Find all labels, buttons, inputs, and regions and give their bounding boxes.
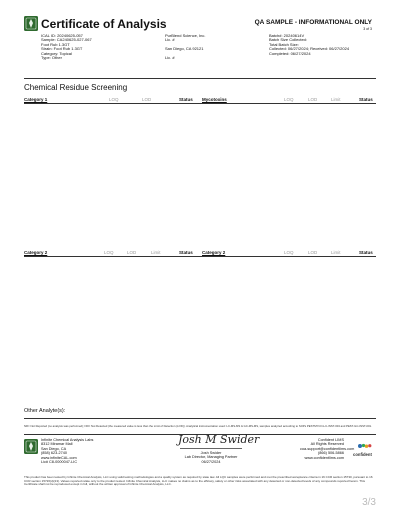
table2-col-limit-right: Limit [331, 250, 341, 255]
lab-logo-icon [24, 16, 38, 31]
signer-line: 06/27/2024 [201, 459, 221, 464]
signer-line: Lab Director, Managing Partner [184, 455, 238, 460]
batch-info-line: Completed: 06/27/2024 [269, 50, 311, 56]
table2-col-lod: LOD [127, 250, 137, 255]
page-title: Certificate of Analysis [41, 17, 167, 31]
qa-sample-label: QA SAMPLE - INFORMATIONAL ONLY [254, 19, 372, 26]
lab-address-line: Infinite Chemical Analysis Labs [41, 438, 94, 442]
table2-col-loq-right: LOQ [284, 250, 294, 255]
table1-col-category: Category 1 [24, 97, 48, 102]
page-count: 3 of 3 [363, 27, 372, 31]
lab-address-line: Lic# C8-0000047-LIC [41, 460, 78, 465]
confident-website[interactable]: www.confidentlims.com [304, 455, 344, 460]
section-title: Chemical Residue Screening [24, 83, 128, 92]
table2-col-lod-right: LOD [308, 250, 318, 255]
table1-header-rule [24, 103, 376, 104]
confident-line: (866) 506-5866 [318, 451, 344, 456]
signature: Josh M Swider [178, 433, 260, 446]
table1-col-status-right: Status [359, 97, 373, 102]
header-divider [24, 78, 376, 79]
lab-address-line: (858) 623-2740 [41, 451, 67, 456]
sample-info [41, 34, 92, 60]
other-divider [24, 418, 376, 419]
signature-line [180, 448, 242, 449]
table2-col-limit: Limit [151, 250, 161, 255]
signer-block [180, 451, 242, 464]
table2-col-category-right: Category 2 [202, 250, 226, 255]
confident-line: All Rights Reserved [310, 442, 344, 447]
sample-info-line: Type: Other [41, 55, 62, 61]
table1-col-limit-right: Limit [331, 97, 341, 102]
other-analytes-title: Other Analyte(s): [24, 408, 66, 414]
lab-address-line: www.infiniteCAL.com [41, 455, 77, 460]
confident-info [300, 438, 355, 460]
signer-line: Josh Swider [200, 451, 222, 455]
client-info-line: San Diego, CA 92121 [165, 46, 204, 52]
sample-info-line: ICAL ID: 20240625-057 [41, 33, 83, 38]
page-number: 3/3 [362, 497, 376, 508]
table1-col-lod-right: LOD [308, 97, 318, 102]
table1-col-mycotoxins: Mycotoxins [202, 97, 227, 102]
lab-address-line: 8312 Miramar Mall [41, 442, 73, 447]
batch-info-line: Batch#: 20240614V [269, 33, 305, 38]
client-info-line: PurBlend Science, Inc. [165, 33, 206, 38]
table2-col-status: Status [179, 250, 193, 255]
batch-info [269, 34, 349, 56]
confident-line: Confident LIMS [317, 438, 344, 442]
disclaimer: This product has been tested by Infinite Chemical Analysis, LLC using valid testing methodologies and a quality system as required by state law. All LQC samples were performed and met the prescribed acceptance criteria in 16 CCR section 15730, pursuant to 16 CCR section 15726(d)(13). Values reported relate only to the product tested. Infinite Chemical Analysis, LLC makes no claims as to the efficacy, safety or other risks associated with any detected or non-detected levels of any compounds reported herein. This Certificate shall not be reproduced except in full, without the written approval of Infinite Chemical Analysis, LLC. [24, 475, 373, 487]
sample-info-line: Strain: Foot Rub 1.3GT [41, 46, 83, 52]
lab-logo-footer-icon [24, 439, 38, 454]
table1-col-loq: LOQ [109, 97, 119, 102]
confident-email[interactable]: coa-support@confidentlims.com [300, 446, 355, 451]
table2-header-rule [24, 256, 376, 257]
sample-info-line: Foot Rub 1.3GT [41, 41, 70, 47]
batch-info-line: Collected: 06/27/2024; Received: 06/27/2024 [269, 46, 350, 52]
batch-info-line: Total Batch Size: [269, 41, 299, 47]
table2-col-status-right: Status [359, 250, 373, 255]
table1-col-lod: LOD [142, 97, 152, 102]
client-info [165, 34, 205, 60]
lab-address [41, 438, 93, 464]
sample-info-line: Sample: CA240625-027-067 [41, 37, 92, 43]
footnote: NR= Not Reported (no analysis was performed); ND= Not Detected (the measured value is less than the Limit of Detection (LOD)). Analytical instrumentation used: LC-MS-MS & GC-MS-MS, samples analyzed according to SOPs PESTMYCO-LC-INST-004 and PEST-GC-INST-001. [24, 424, 372, 428]
confident-logo-text: confident [353, 452, 372, 457]
table2-col-category: Category 2 [24, 250, 48, 255]
sample-info-line: Category: Topical [41, 50, 72, 56]
batch-info-line: Batch Size Collected: [269, 37, 308, 43]
lab-address-line: San Diego, CA [41, 446, 67, 451]
table1-col-loq-right: LOQ [284, 97, 294, 102]
table1-col-status: Status [179, 97, 193, 102]
table2-col-loq: LOQ [104, 250, 114, 255]
client-info-line: Lic. # [165, 37, 175, 43]
client-info-line: Lic. # [165, 55, 175, 61]
